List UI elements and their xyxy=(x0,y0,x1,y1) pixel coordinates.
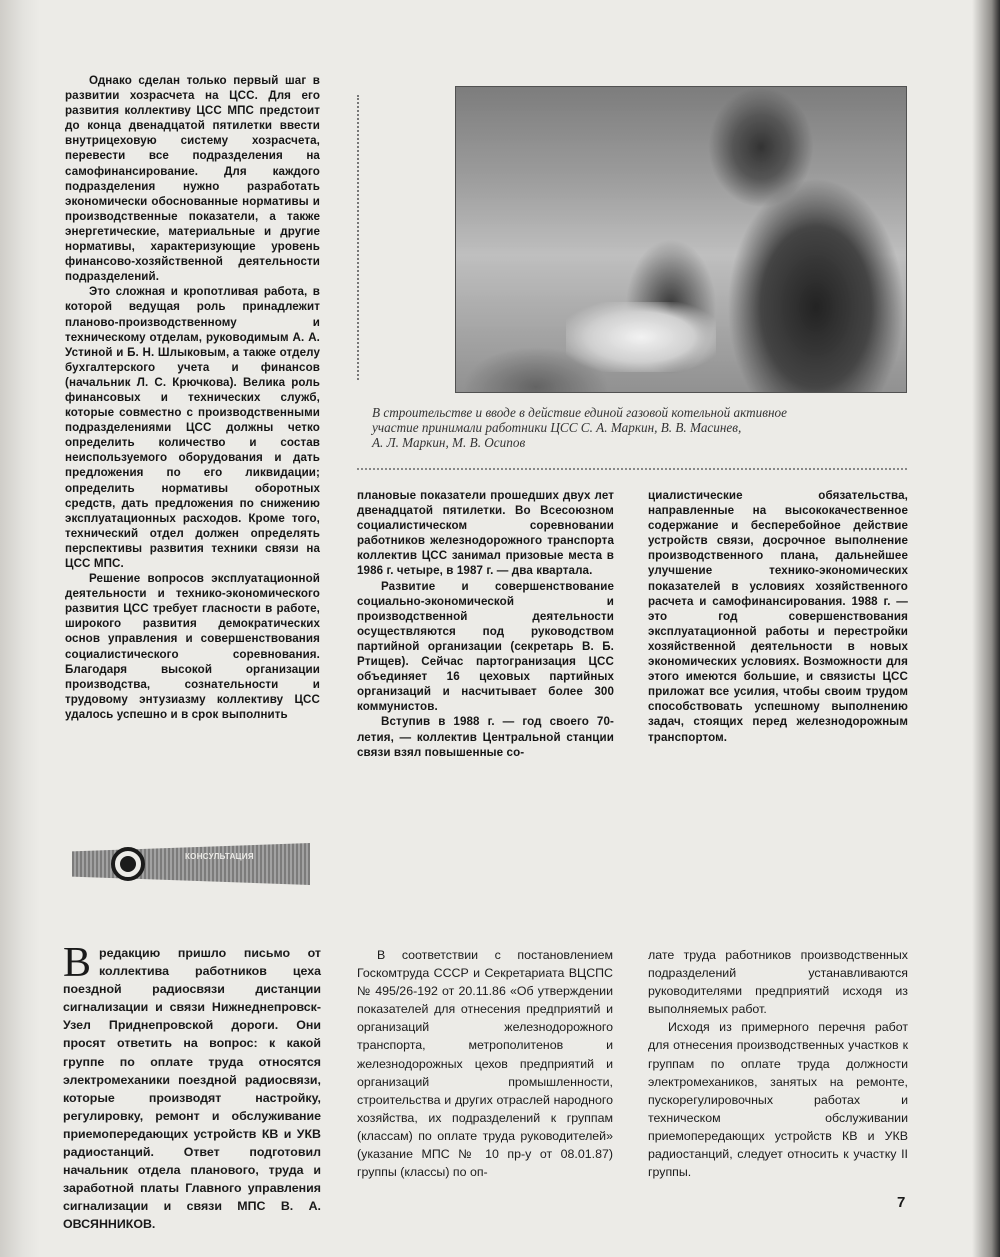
article-top-column-3 xyxy=(648,488,908,745)
article-top-column-1 xyxy=(65,73,320,722)
drop-cap: В xyxy=(63,940,92,986)
emblem-center-icon xyxy=(120,856,136,872)
column-divider xyxy=(357,95,359,380)
paragraph: Это сложная и кропотливая работа, в которой ведущая роль принадлежит планово-производственному и техническому отделам, руководимым А. А. Устиной и Б. Н. Шлыковым, а также отделу бухгалтерского учета и финансов (начальник Л. С. Крючкова). Велика роль финансовых и технических служб, которые совместно с производственными подразделениями ЦСС должны четко определить количество и состав неиспользуемого оборудования и дать предложения по его ликвидации; определить нормативы оборотных средств, дать предложения по снижению эксплуатационных расходов. Кроме того, технический отдел должен определять перспективы развития техники связи на ЦСС МПС. xyxy=(65,285,320,570)
boiler-workers-photo xyxy=(455,86,907,393)
paragraph: Решение вопросов эксплуатационной деятельности и технико-экономического развития ЦСС требует гласности в работе, широкого развития демократических основ управления и совершенствования социалистического соревнования. Благодаря высокой организации производства, сознательности и трудовому энтузиазму коллективу ЦСС удалось успешно и в срок выполнить xyxy=(65,572,320,721)
caption-line: участие принимали работники ЦСС С. А. Маркин, В. В. Масинев, xyxy=(372,420,742,436)
caption-line: В строительстве и вводе в действие единой газовой котельной активное xyxy=(372,405,787,420)
letter-question xyxy=(63,940,321,1234)
page-number: 7 xyxy=(897,1194,906,1211)
paragraph: плановые показатели прошедших двух лет двенадцатой пятилетки. Во Всесоюзном социалистическом соревновании работников железнодорожного транспорта коллектив ЦСС занимал призовые места в 1986 г. четыре, в 1987 г. — два квартала. xyxy=(357,489,614,578)
photo-highlight xyxy=(566,302,716,372)
paragraph: В соответствии с постановлением Госкомтруда СССР и Секретариата ВЦСПС № 495/26-192 от 20.11.86 «Об утверждении показателей для отнесения предприятий и организаций железнодорожного транспорта, метрополитенов и железнодорожных цехов предприятий и организаций промышленности, строительства и других отраслей народного хозяйства, их подразделений к группам (классам) по оплате труда руководителей» (указание МПС № 10 пр-у от 08.01.87) группы (классы) по оп- xyxy=(357,948,613,1180)
article-top-column-2 xyxy=(357,488,614,760)
paragraph: Исходя из примерного перечня работ для отнесения производственных участков к группам по оплате труда должности электромехаников, занятых на ремонте, пускорегулировочных работах и техническом обслуживании приемопередающих устройств КВ и УКВ радиостанций, следует относить к участку II группы. xyxy=(648,1020,908,1180)
section-divider xyxy=(357,468,907,470)
rubric-title: КОНСУЛЬТАЦИЯ xyxy=(185,852,254,861)
rubric-banner xyxy=(72,843,310,885)
page-left-shadow xyxy=(0,0,40,1257)
paragraph: лате труда работников производственных подразделений устанавливаются руководителями предприятий исходя из выполняемых работ. xyxy=(648,948,908,1017)
photo-caption xyxy=(372,405,907,451)
answer-column-2 xyxy=(648,946,908,1181)
paragraph: Развитие и совершенствование социально-экономической и производственной деятельности осуществляются под руководством партийной организации (секретарь В. Б. Ртищев). Сейчас партогранизация ЦСС объединяет 16 цеховых партийных организаций и насчитывает более 300 коммунистов. xyxy=(357,579,614,714)
answer-column-1 xyxy=(357,946,613,1181)
paragraph: циалистические обязательства, направленные на высококачественное содержание и бесперебойное действие устройств связи, досрочное выполнение производственного плана, дальнейшее улучшение технико-экономических показателей в условиях хозяйственного расчета и самофинансирования. 1988 г. — это год совершенствования эксплуатационной работы и перестройки хозяйственной деятельности в новых экономических условиях. Возможности для этого имеются большие, и связисты ЦСС приложат все усилия, чтобы своим трудом способствовать успешному выполнению задач, стоящих перед железнодорожным транспортом. xyxy=(648,489,908,744)
page-right-edge xyxy=(972,0,1000,1257)
caption-line: А. Л. Маркин, М. В. Осипов xyxy=(372,435,526,451)
question-text: редакцию пришло письмо от коллектива работников цеха поездной радиосвязи дистанции сигнализации и связи Нижнеднепровск-Узел Приднепровской дороги. Они просят ответить на вопрос: к какой группе по оплате труда относятся электромеханики поездной радиосвязи, которые производят настройку, регулировку, ремонт и обслуживание приемопередающих устройств КВ и УКВ радиостанций. Ответ подготовил начальник отдела планового, труда и заработной платы Главного управления сигнализации и связи МПС В. А. ОВСЯННИКОВ. xyxy=(63,946,321,1232)
paragraph: Однако сделан только первый шаг в развитии хозрасчета на ЦСС. Для его развития коллективу ЦСС МПС предстоит до конца двенадцатой пятилетки ввести внутрицеховую систему хозрасчета, перевести все подразделения на самофинансирование. Для каждого подразделения нужно разработать экономически обоснованные нормативы и производственные показатели, а также энергетические, материальные и другие нормативы, характеризующие уровень финансово-хозяйственной деятельности подразделений. xyxy=(65,74,320,284)
paragraph: Вступив в 1988 г. — год своего 70-летия, — коллектив Центральной станции связи взял повышенные со- xyxy=(357,715,614,759)
